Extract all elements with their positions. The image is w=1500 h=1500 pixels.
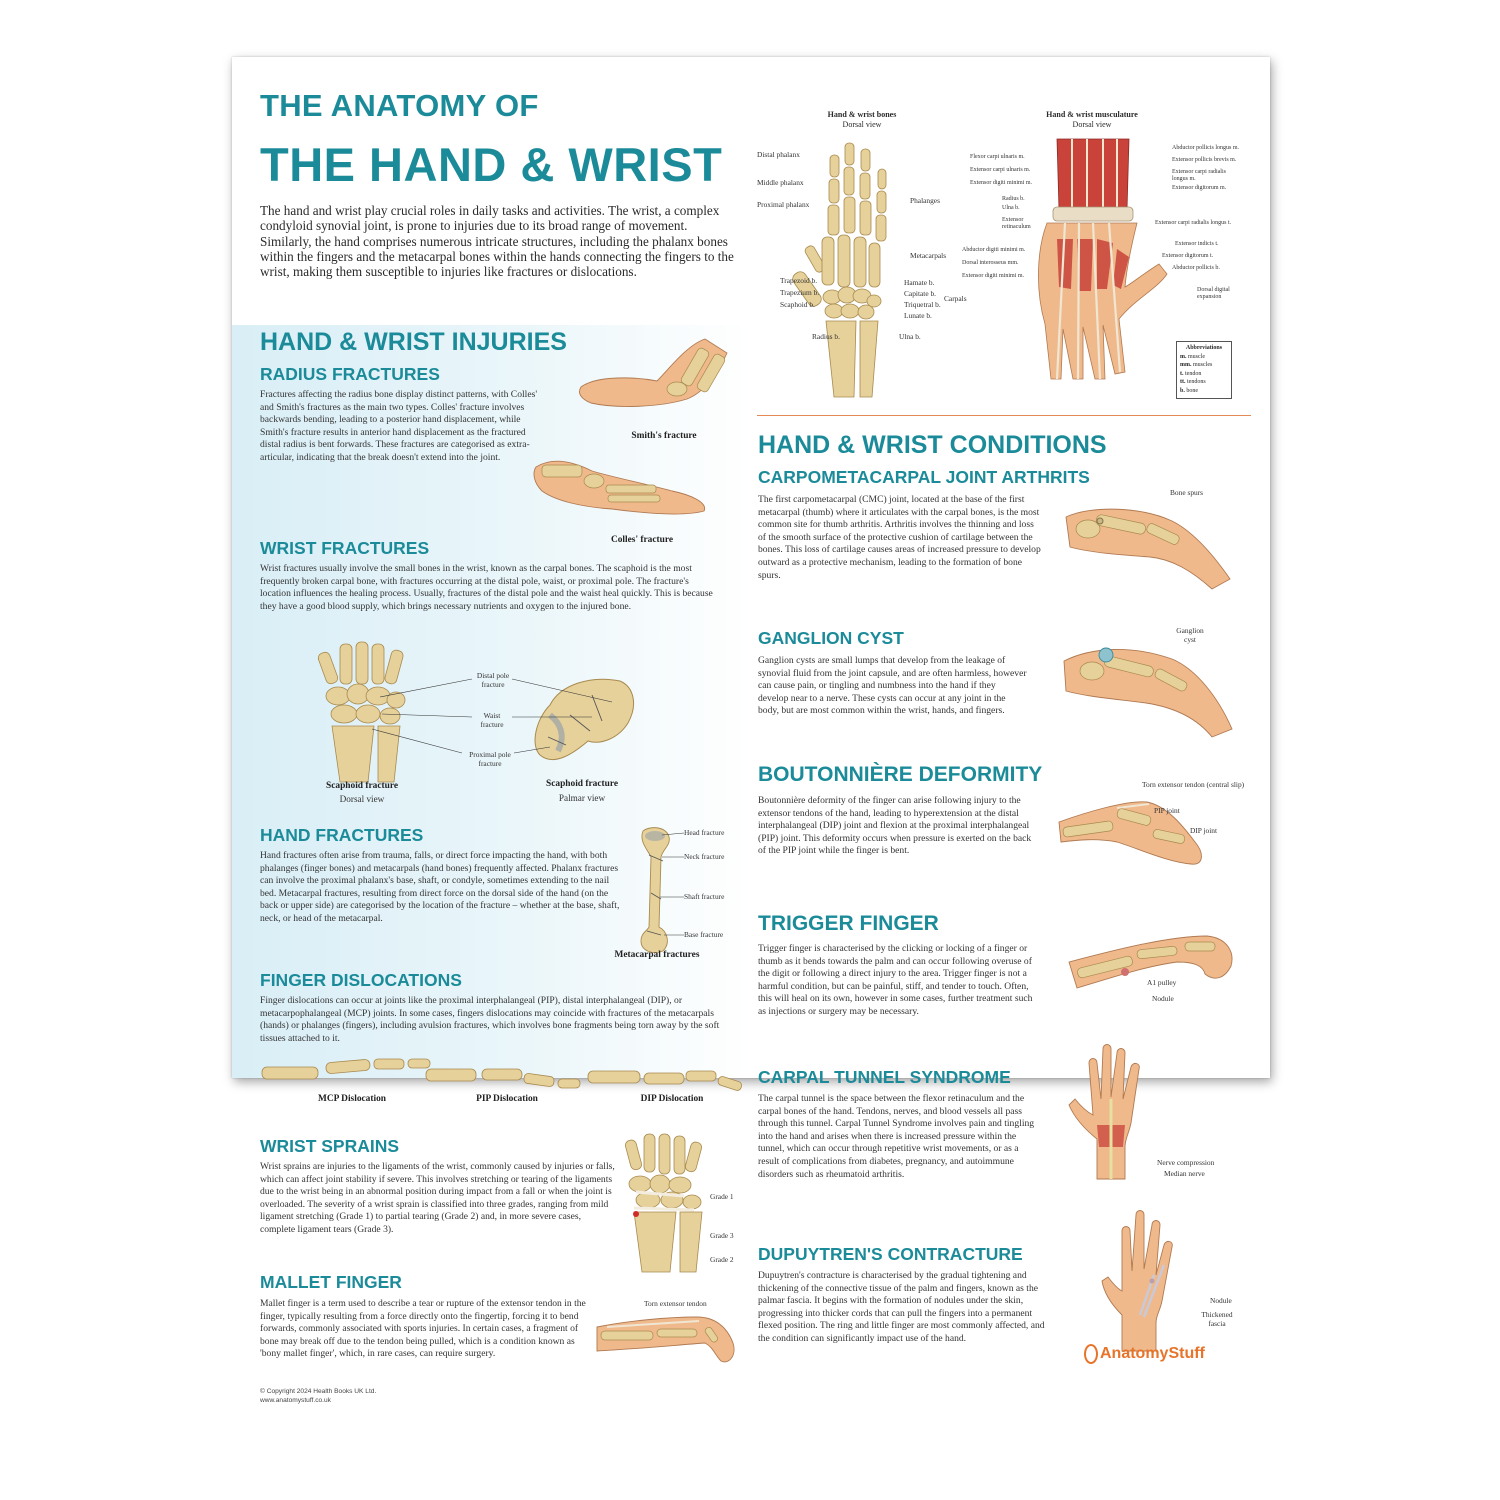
trigger-finger-text: Trigger finger is characterised by the clicking or locking of a finger or thumb as it bends towards the palm and can occur following overuse of the digit or following a direct injury to the area. Trigger finger is not a harmful condition, but can be painful, stiff, and tender to touch. Often, this will heal on its own, however in some cases, further treatment such as injections or surgery may be necessary. <box>758 943 1033 1017</box>
wrist-sprain-illustration <box>614 1134 714 1274</box>
wrist-sprains-text: Wrist sprains are injuries to the ligaments of the wrist, commonly caused by injuries or falls, which can affect joint stability if severe. This involves stretching or tearing of the ligaments due to the wrist being in an abnormal position during impact from a fall or when the joint is overloaded. The severity of a wrist sprain is classified into three grades, ranging from mild ligament stretching (Grade 1) to partial tearing (Grade 2) and, in more severe cases, complete ligament tears (Grade 3). <box>260 1161 615 1235</box>
label-extensor-carpi-ulnaris: Extensor carpi ulnaris m. <box>970 167 1031 173</box>
label-capitate: Capitate b. <box>904 289 937 298</box>
label-waist-fracture: Waist fracture <box>480 711 504 729</box>
carpal-tunnel-text: The carpal tunnel is the space between the flexor retinaculum and the carpal bones of the hand. Tendons, nerves, and blood vessels all pass through this tunnel. Carpal Tunnel Syndrome involves pain and tingling into the hand and arises when there is increased pressure within the tunnel, which can occur through repetitive wrist movements, or as a result of complications from diabetes, pregnancy, and autoimmune disorders such as rheumatoid arthritis. <box>758 1093 1035 1180</box>
title-line-1: THE ANATOMY OF <box>260 88 539 123</box>
injuries-heading: HAND & WRIST INJURIES <box>260 328 567 356</box>
label-grade-3: Grade 3 <box>710 1231 734 1240</box>
label-proximal-phalanx: Proximal phalanx <box>757 200 810 209</box>
ganglion-cyst-title: GANGLION CYST <box>758 628 904 648</box>
boutonniere-text: Boutonnière deformity of the finger can arise following injury to the extensor tendons of the hand, leading to hyperextension at the distal interphalangeal (DIP) joint and flexion at the proximal interphalangeal (PIP) joint. This deformity occurs when pressure is exerted on the back of the PIP joint while the finger is bent. <box>758 795 1032 857</box>
radius-fractures-text: Fractures affecting the radius bone display distinct patterns, with Colles' and Smith's fractures as the main two types. Colles' fracture involves backwards bending, leading to a posterior hand displacement, while Smith's fracture results in anterior hand displacement as the fractured distal radius is bent forwards. These fractures are categorised as extra-articular, indicating that the break doesn't extend into the joint. <box>260 389 538 463</box>
copyright-text: © Copyright 2024 Health Books UK Ltd. <box>260 1388 377 1395</box>
dupuytren-illustration <box>1100 1205 1180 1355</box>
brand-name: AnatomyStuff <box>1100 1345 1205 1362</box>
label-extensor-retinaculum: Extensor retinaculum <box>1002 217 1031 230</box>
label-extensor-digitorum-t: Extensor digitorum t. <box>1162 253 1214 259</box>
dupuytren-title: DUPUYTREN'S CONTRACTURE <box>758 1244 1023 1264</box>
label-ulna: Ulna b. <box>899 332 921 341</box>
wrist-fractures-title: WRIST FRACTURES <box>260 538 430 558</box>
label-distal-phalanx: Distal phalanx <box>757 150 800 159</box>
label-abductor-digiti-minimi: Abductor digiti minimi m. <box>962 247 1026 253</box>
label-carpals: Carpals <box>944 294 967 303</box>
intro-text: The hand and wrist play crucial roles in daily tasks and activities. The wrist, a complex condyloid synovial joint, is prone to injuries due to its broad range of movement. Similarly, the hand comprises numerous intricate structures, including the phalanx bones within the fingers and the metacarpal bones within the hands connecting the fingers to the wrist, making them susceptible to injuries like fractures or dislocations. <box>260 203 734 280</box>
brand-logo <box>1084 1344 1205 1364</box>
label-triquetral: Triquetral b. <box>904 300 941 309</box>
scaphoid-palmar-caption: Scaphoid fracture <box>546 779 618 789</box>
cmc-arthritis-title: CARPOMETACARPAL JOINT ARTHRITS <box>758 467 1090 487</box>
label-extensor-digiti-minimi-2: Extensor digiti minimi m. <box>962 273 1024 279</box>
label-muscle-radius: Radius b. <box>1002 196 1025 202</box>
label-shaft-fracture: Shaft fracture <box>684 892 725 901</box>
mallet-finger-title: MALLET FINGER <box>260 1272 402 1292</box>
label-thickened-fascia: Thickened fascia <box>1201 1310 1233 1328</box>
label-lunate: Lunate b. <box>904 311 932 320</box>
mcp-dislocation-caption: MCP Dislocation <box>318 1094 386 1104</box>
label-torn-extensor-tendon-mallet: Torn extensor tendon <box>644 1299 707 1308</box>
bones-diagram-title: Hand & wrist bones <box>827 110 897 119</box>
title-line-2: THE HAND & WRIST <box>260 138 723 191</box>
hand-fractures-text: Hand fractures often arise from trauma, falls, or direct force impacting the hand, with both phalanges (finger bones) and metacarpals (hand bones) frequently affected. Phalanx fractures can involve the proximal phalanx's base, shaft, or condyle, sometimes extending to the nail bed. Metacarpal fractures, resulting from direct force on the dorsal side of the hand (on the back or upper side) are categorised by the location of the fracture – whether at the base, shaft, neck, or head of the metacarpal. <box>260 850 620 924</box>
hand-fractures-title: HAND FRACTURES <box>260 825 424 845</box>
label-nerve-compression: Nerve compression <box>1157 1158 1215 1167</box>
colles-fracture-caption: Colles' fracture <box>610 535 674 545</box>
abbrev-row: t. tendon <box>1180 370 1202 377</box>
scaphoid-palmar-subcaption: Palmar view <box>558 793 606 803</box>
pip-dislocation-caption: PIP Dislocation <box>476 1094 538 1104</box>
label-trapezium: Trapezium b. <box>780 288 820 297</box>
label-hamate: Hamate b. <box>904 278 935 287</box>
label-scaphoid: Scaphoid b. <box>780 300 815 309</box>
finger-dislocations-title: FINGER DISLOCATIONS <box>260 970 462 990</box>
wrist-fractures-text: Wrist fractures usually involve the small bones in the wrist, known as the carpal bones. The scaphoid is the most frequently broken carpal bone, with fractures occurring at the distal pole, waist, or proximal pole. The fracture's location influences the healing process. Usually, fractures of the distal pole and the waist heal quickly. This is because they have a good blood supply, which brings necessary nutrients and oxygen to the injured bone. <box>260 563 713 612</box>
label-grade-2: Grade 2 <box>710 1255 734 1264</box>
carpal-tunnel-illustration <box>1067 1039 1157 1189</box>
dislocation-illustrations <box>260 1057 750 1097</box>
label-extensor-pollicis-brevis: Extensor pollicis brevis m. <box>1172 157 1237 163</box>
smiths-fracture-caption: Smith's fracture <box>631 431 697 441</box>
boutonniere-title: BOUTONNIÈRE DEFORMITY <box>758 763 1043 786</box>
cmc-arthritis-text: The first carpometacarpal (CMC) joint, located at the base of the first metacarpal (thumb) where it articulates with the carpal bones, is the most common site for thumb arthritis. Arthritis involves the thinning and loss of the smooth surface of the protective cushion of cartilage between the bones. This loss of cartilage causes areas of increased pressure to develop outward as a protective mechanism, leading to the formation of bone spurs. <box>758 494 1041 581</box>
label-dorsal-digital-expansion: Dorsal digital expansion <box>1197 287 1230 300</box>
website-text: www.anatomystuff.co.uk <box>260 1397 331 1404</box>
label-nodule-trigger: Nodule <box>1152 994 1174 1003</box>
label-extensor-carpi-radialis: Extensor carpi radialis longus m. <box>1172 169 1226 182</box>
carpal-tunnel-title: CARPAL TUNNEL SYNDROME <box>758 1067 1011 1087</box>
abbrev-row: tt. tendons <box>1180 379 1206 386</box>
label-neck-fracture: Neck fracture <box>684 852 725 861</box>
bones-diagram-subtitle: Dorsal view <box>842 120 882 129</box>
label-flexor-carpi-ulnaris: Flexor carpi ulnaris m. <box>970 154 1025 160</box>
conditions-heading: HAND & WRIST CONDITIONS <box>758 431 1107 459</box>
abbrev-row: m. muscle <box>1180 353 1205 360</box>
label-a1-pulley: A1 pulley <box>1147 978 1177 987</box>
label-dip-joint: DIP joint <box>1190 826 1218 835</box>
label-nodule-dupuytren: Nodule <box>1210 1296 1232 1305</box>
label-ecrl-tendon: Extensor carpi radialis longus t. <box>1155 220 1232 226</box>
label-middle-phalanx: Middle phalanx <box>757 178 804 187</box>
abbrev-row: mm. muscles <box>1180 362 1213 369</box>
label-muscle-ulna: Ulna b. <box>1002 205 1020 211</box>
trigger-finger-title: TRIGGER FINGER <box>758 912 939 935</box>
mallet-finger-illustration <box>597 1305 742 1370</box>
wrist-sprains-title: WRIST SPRAINS <box>260 1136 400 1156</box>
label-distal-pole-fracture: Distal pole fracture <box>476 671 510 689</box>
dupuytren-text: Dupuytren's contracture is characterised by the gradual tightening and thickening of the connective tissue of the palm and fingers, known as the palmar fascia. It begins with the formation of nodules under the skin, progressing into thicker cords that can pull the fingers into a permanent flexed position. The ring and little finger are most commonly affected, and the condition can significantly impact use of the hand. <box>758 1270 1045 1344</box>
radius-fractures-title: RADIUS FRACTURES <box>260 364 440 384</box>
label-median-nerve: Median nerve <box>1164 1169 1205 1178</box>
muscle-diagram-title: Hand & wrist musculature <box>1046 110 1138 119</box>
label-abductor-pollicis-longus: Abductor pollicis longus m. <box>1172 145 1239 151</box>
ganglion-cyst-text: Ganglion cysts are small lumps that develop from the leakage of synovial fluid from the joint capsule, and are often harmless, however can cause pain, or tingling and numbness into the hand if they develop near to a nerve. These cysts can occur at any joint in the body, but are most common within the wrist, hands, and fingers. <box>758 655 1027 717</box>
label-head-fracture: Head fracture <box>684 828 725 837</box>
dip-dislocation-caption: DIP Dislocation <box>640 1094 704 1104</box>
label-phalanges: Phalanges <box>910 196 940 205</box>
label-metacarpals: Metacarpals <box>910 251 947 260</box>
abbreviations-title: Abbreviations <box>1185 345 1223 351</box>
label-grade-1: Grade 1 <box>710 1192 734 1201</box>
label-radius: Radius b. <box>812 332 840 341</box>
label-torn-extensor-tendon: Torn extensor tendon (central slip) <box>1142 780 1245 789</box>
metacarpal-fractures-caption: Metacarpal fractures <box>614 950 700 960</box>
label-pip-joint: PIP joint <box>1154 806 1180 815</box>
label-extensor-digitorum: Extensor digitorum m. <box>1172 185 1227 191</box>
label-abductor-pollicis-b: Abductor pollicis b. <box>1172 265 1220 271</box>
scaphoid-dorsal-subcaption: Dorsal view <box>339 794 385 804</box>
label-base-fracture: Base fracture <box>684 930 724 939</box>
poster <box>232 57 1270 1404</box>
label-ganglion-cyst: Ganglion cyst <box>1176 626 1204 644</box>
finger-dislocations-text: Finger dislocations can occur at joints like the proximal interphalangeal (PIP), distal interphalangeal (DIP), or metacarpophalangeal (MCP) joints. In some cases, fingers dislocations may coincide with fractures of the metacarpals (hands) or phalanges (fingers), including avulsion fractures, which involves bone fragments being torn away by the soft tissues attached to it. <box>260 995 720 1044</box>
label-proximal-pole-fracture: Proximal pole fracture <box>469 750 511 768</box>
ganglion-cyst-illustration <box>1062 637 1237 742</box>
brand-icon <box>1084 1344 1098 1364</box>
muscle-diagram-subtitle: Dorsal view <box>1072 120 1112 129</box>
mallet-finger-text: Mallet finger is a term used to describe a tear or rupture of the extensor tendon in the finger, typically resulting from a force directly onto the fingertip, forcing it to bend forwards, commonly associated with sports injuries. In certain cases, a fragment of bone may break off due to the tendon being pulled, which is a condition known as 'bony mallet finger', which, in rare cases, can require surgery. <box>260 1298 586 1360</box>
scaphoid-dorsal-caption: Scaphoid fracture <box>326 781 398 791</box>
cmc-arthritis-illustration <box>1062 497 1237 592</box>
label-trapezoid: Trapezoid b. <box>780 276 818 285</box>
label-bone-spurs: Bone spurs <box>1170 488 1204 497</box>
label-extensor-indicis: Extensor indicis t. <box>1175 241 1219 247</box>
label-dorsal-interosseus: Dorsal interosseus mm. <box>962 260 1019 266</box>
label-extensor-digiti-minimi: Extensor digiti minimi m. <box>970 180 1032 186</box>
abbrev-row: b. bone <box>1180 387 1199 394</box>
